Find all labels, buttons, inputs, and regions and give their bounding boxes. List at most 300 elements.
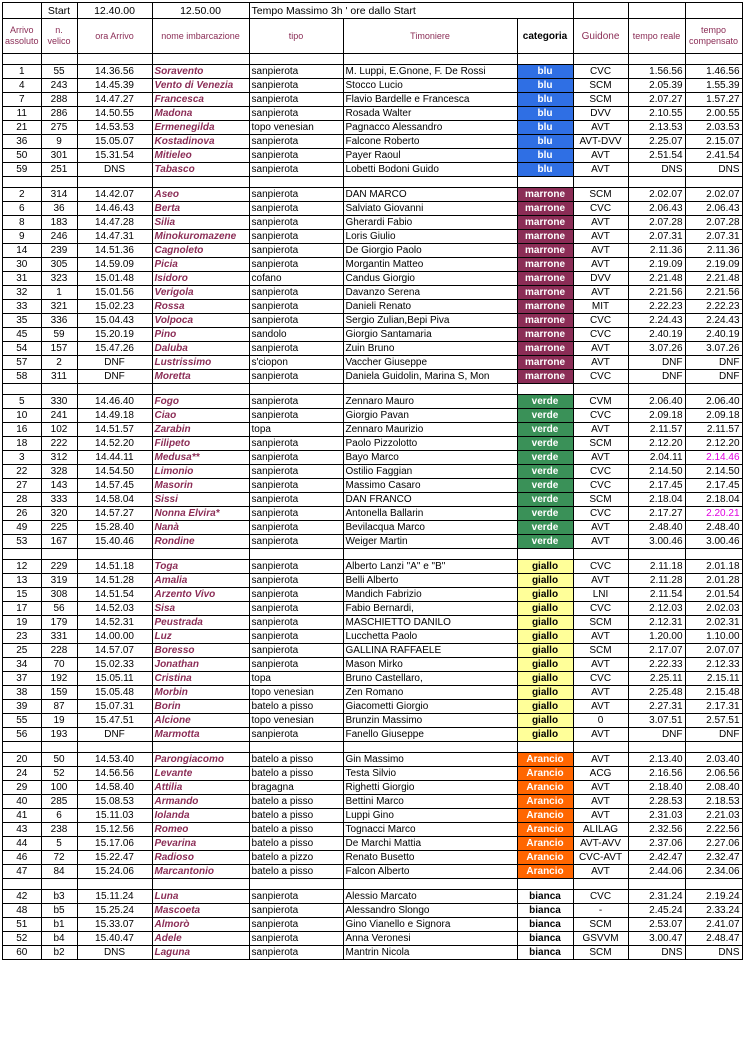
ora-arrivo-cell: 14.58.04 (77, 493, 152, 507)
tempo-reale-cell: 2.06.43 (628, 202, 685, 216)
table-row (3, 932, 743, 946)
header-tipo: tipo (249, 19, 343, 54)
tempo-reale-cell: 2.45.24 (628, 904, 685, 918)
top-row (3, 3, 743, 19)
boat-name-cell: Mitieleo (152, 149, 249, 163)
table-row (3, 574, 743, 588)
ora-arrivo-cell: 14.57.07 (77, 644, 152, 658)
spacer-cell (3, 54, 42, 65)
ora-arrivo-cell: 15.04.43 (77, 314, 152, 328)
velico-cell: b5 (41, 904, 77, 918)
timoniere-cell: Flavio Bardelle e Francesca (343, 93, 517, 107)
tempo-reale-cell: 2.22.23 (628, 300, 685, 314)
category-badge: blu (517, 65, 573, 79)
category-badge: verde (517, 493, 573, 507)
velico-cell: 333 (41, 493, 77, 507)
tempo-compensato-cell: 2.20.21 (685, 507, 742, 521)
tipo-cell: sanpierota (249, 918, 343, 932)
spacer-cell (517, 549, 573, 560)
category-badge: bianca (517, 904, 573, 918)
boat-name-cell: Sissi (152, 493, 249, 507)
spacer-cell (41, 549, 77, 560)
timoniere-cell: Gin Massimo (343, 753, 517, 767)
ora-arrivo-cell: 15.28.40 (77, 521, 152, 535)
boat-name-cell: Iolanda (152, 809, 249, 823)
category-badge: giallo (517, 686, 573, 700)
timoniere-cell: Bruno Castellaro, (343, 672, 517, 686)
table-row (3, 700, 743, 714)
tipo-cell: sanpierota (249, 890, 343, 904)
arrivo-cell: 35 (3, 314, 42, 328)
ora-arrivo-cell: 14.47.27 (77, 93, 152, 107)
tipo-cell: sanpierota (249, 230, 343, 244)
max-time-note: Tempo Massimo 3h ' ore dallo Start (249, 3, 573, 19)
tempo-reale-cell: 2.27.31 (628, 700, 685, 714)
category-badge: marrone (517, 272, 573, 286)
spacer-cell (77, 879, 152, 890)
arrivo-cell: 55 (3, 714, 42, 728)
boat-name-cell: Toga (152, 560, 249, 574)
arrivo-cell: 46 (3, 851, 42, 865)
table-row (3, 107, 743, 121)
spacer-cell (517, 742, 573, 753)
guidone-cell: DVV (573, 107, 628, 121)
spacer-cell (343, 54, 517, 65)
tipo-cell: sanpierota (249, 79, 343, 93)
category-badge: Arancio (517, 837, 573, 851)
arrivo-cell: 54 (3, 342, 42, 356)
tipo-cell: sanpierota (249, 342, 343, 356)
velico-cell: 285 (41, 795, 77, 809)
tipo-cell: sanpierota (249, 521, 343, 535)
arrivo-cell: 41 (3, 809, 42, 823)
timoniere-cell: Alessandro Slongo (343, 904, 517, 918)
table-row (3, 809, 743, 823)
tipo-cell: sanpierota (249, 314, 343, 328)
tipo-cell: batelo a pisso (249, 753, 343, 767)
timoniere-cell: Alberto Lanzi "A" e "B" (343, 560, 517, 574)
velico-cell: 193 (41, 728, 77, 742)
timoniere-cell: M. Luppi, E.Gnone, F. De Rossi (343, 65, 517, 79)
arrivo-cell: 21 (3, 121, 42, 135)
ora-arrivo-cell: 14.56.56 (77, 767, 152, 781)
tempo-reale-cell: 2.02.07 (628, 188, 685, 202)
spacer-cell (3, 879, 42, 890)
ora-arrivo-cell: DNF (77, 356, 152, 370)
arrivo-cell: 37 (3, 672, 42, 686)
category-badge: verde (517, 507, 573, 521)
header-row (3, 19, 743, 54)
tempo-reale-cell: 3.07.51 (628, 714, 685, 728)
guidone-cell: AVT (573, 521, 628, 535)
tipo-cell: sanpierota (249, 107, 343, 121)
table-row (3, 121, 743, 135)
arrivo-cell: 47 (3, 865, 42, 879)
timoniere-cell: Sergio Zulian,Bepi Piva (343, 314, 517, 328)
table-row (3, 135, 743, 149)
table-row (3, 890, 743, 904)
spacer-cell (41, 177, 77, 188)
ora-arrivo-cell: 14.52.03 (77, 602, 152, 616)
boat-name-cell: Romeo (152, 823, 249, 837)
category-badge: Arancio (517, 851, 573, 865)
table-row (3, 535, 743, 549)
table-row (3, 65, 743, 79)
velico-cell: 305 (41, 258, 77, 272)
timoniere-cell: Belli Alberto (343, 574, 517, 588)
boat-name-cell: Tabasco (152, 163, 249, 177)
tipo-cell: sanpierota (249, 479, 343, 493)
tempo-compensato-cell: 2.14.50 (685, 465, 742, 479)
arrivo-cell: 40 (3, 795, 42, 809)
boat-name-cell: Jonathan (152, 658, 249, 672)
boat-name-cell: Sisa (152, 602, 249, 616)
category-badge: verde (517, 451, 573, 465)
tempo-reale-cell: 2.13.40 (628, 753, 685, 767)
ora-arrivo-cell: 15.05.07 (77, 135, 152, 149)
tempo-reale-cell: 2.17.45 (628, 479, 685, 493)
top-blank-cell (3, 3, 42, 19)
ora-arrivo-cell: DNS (77, 163, 152, 177)
tempo-compensato-cell: 1.10.00 (685, 630, 742, 644)
start-label: Start (41, 3, 77, 19)
guidone-cell: LNI (573, 588, 628, 602)
guidone-cell: AVT (573, 700, 628, 714)
tempo-reale-cell: 2.18.40 (628, 781, 685, 795)
tempo-compensato-cell: 1.57.27 (685, 93, 742, 107)
timoniere-cell: De Marchi Mattia (343, 837, 517, 851)
ora-arrivo-cell: 14.42.07 (77, 188, 152, 202)
arrivo-cell: 42 (3, 890, 42, 904)
guidone-cell: CVC (573, 65, 628, 79)
tipo-cell: sanpierota (249, 507, 343, 521)
category-badge: blu (517, 135, 573, 149)
boat-name-cell: Mascoeta (152, 904, 249, 918)
spacer-cell (152, 879, 249, 890)
group-spacer-row (3, 549, 743, 560)
ora-arrivo-cell: 14.46.43 (77, 202, 152, 216)
guidone-cell: AVT (573, 342, 628, 356)
tipo-cell: sanpierota (249, 535, 343, 549)
table-row (3, 479, 743, 493)
spacer-cell (343, 384, 517, 395)
guidone-cell: AVT (573, 244, 628, 258)
tempo-reale-cell: 2.05.39 (628, 79, 685, 93)
tempo-reale-cell: DNS (628, 163, 685, 177)
tempo-reale-cell: 2.11.54 (628, 588, 685, 602)
arrivo-cell: 9 (3, 230, 42, 244)
tempo-compensato-cell: 2.48.40 (685, 521, 742, 535)
guidone-cell: SCM (573, 93, 628, 107)
tempo-compensato-cell: 2.22.23 (685, 300, 742, 314)
timoniere-cell: Weiger Martin (343, 535, 517, 549)
tempo-reale-cell: 2.25.48 (628, 686, 685, 700)
guidone-cell: AVT (573, 356, 628, 370)
guidone-cell: AVT (573, 686, 628, 700)
timoniere-cell: Zennaro Mauro (343, 395, 517, 409)
table-row (3, 823, 743, 837)
guidone-cell: AVT (573, 149, 628, 163)
tempo-compensato-cell: 2.34.06 (685, 865, 742, 879)
tipo-cell: sanpierota (249, 65, 343, 79)
ora-arrivo-cell: 14.59.09 (77, 258, 152, 272)
ora-arrivo-cell: 14.54.50 (77, 465, 152, 479)
timoniere-cell: Payer Raoul (343, 149, 517, 163)
table-row (3, 149, 743, 163)
category-badge: bianca (517, 918, 573, 932)
timoniere-cell: GALLINA RAFFAELE (343, 644, 517, 658)
velico-cell: 241 (41, 409, 77, 423)
timoniere-cell: Candus Giorgio (343, 272, 517, 286)
velico-cell: 328 (41, 465, 77, 479)
tempo-compensato-cell: 2.18.04 (685, 493, 742, 507)
tipo-cell: batelo a pisso (249, 865, 343, 879)
tempo-reale-cell: 3.07.26 (628, 342, 685, 356)
tempo-compensato-cell: 2.21.03 (685, 809, 742, 823)
tipo-cell: sanpierota (249, 437, 343, 451)
guidone-cell: 0 (573, 714, 628, 728)
tipo-cell: sanpierota (249, 644, 343, 658)
spacer-cell (685, 549, 742, 560)
category-badge: Arancio (517, 767, 573, 781)
tipo-cell: batelo a pisso (249, 795, 343, 809)
category-badge: verde (517, 423, 573, 437)
timoniere-cell: Paolo Pizzolotto (343, 437, 517, 451)
tipo-cell: sanpierota (249, 574, 343, 588)
arrivo-cell: 26 (3, 507, 42, 521)
boat-name-cell: Kostadinova (152, 135, 249, 149)
arrivo-cell: 13 (3, 574, 42, 588)
category-badge: Arancio (517, 753, 573, 767)
category-badge: giallo (517, 574, 573, 588)
tempo-compensato-cell: 2.01.28 (685, 574, 742, 588)
tempo-compensato-cell: 2.03.40 (685, 753, 742, 767)
tipo-cell: sanpierota (249, 149, 343, 163)
tipo-cell: bragagna (249, 781, 343, 795)
boat-name-cell: Luz (152, 630, 249, 644)
tempo-compensato-cell: 2.00.55 (685, 107, 742, 121)
tempo-reale-cell: 2.12.31 (628, 616, 685, 630)
arrivo-cell: 44 (3, 837, 42, 851)
category-badge: verde (517, 437, 573, 451)
ora-arrivo-cell: 15.05.11 (77, 672, 152, 686)
timoniere-cell: Loris Giulio (343, 230, 517, 244)
table-row (3, 328, 743, 342)
header-ora-arrivo: ora Arrivo (77, 19, 152, 54)
guidone-cell: AVT (573, 230, 628, 244)
tipo-cell: sanpierota (249, 300, 343, 314)
timoniere-cell: Danieli Renato (343, 300, 517, 314)
table-row (3, 658, 743, 672)
tempo-reale-cell: 2.21.48 (628, 272, 685, 286)
timoniere-cell: Luppi Gino (343, 809, 517, 823)
tempo-compensato-cell: 2.48.47 (685, 932, 742, 946)
boat-name-cell: Filipeto (152, 437, 249, 451)
category-badge: blu (517, 149, 573, 163)
boat-name-cell: Nanà (152, 521, 249, 535)
tempo-reale-cell: 2.18.04 (628, 493, 685, 507)
velico-cell: 246 (41, 230, 77, 244)
tempo-compensato-cell: DNS (685, 163, 742, 177)
spacer-cell (249, 742, 343, 753)
category-badge: blu (517, 163, 573, 177)
table-row (3, 163, 743, 177)
arrivo-cell: 14 (3, 244, 42, 258)
tempo-reale-cell: 2.11.36 (628, 244, 685, 258)
spacer-cell (573, 879, 628, 890)
category-badge: marrone (517, 202, 573, 216)
spacer-cell (573, 177, 628, 188)
arrivo-cell: 27 (3, 479, 42, 493)
ora-arrivo-cell: 15.22.47 (77, 851, 152, 865)
category-badge: verde (517, 521, 573, 535)
velico-cell: b4 (41, 932, 77, 946)
table-row (3, 521, 743, 535)
tempo-reale-cell: 2.07.27 (628, 93, 685, 107)
tipo-cell: topo venesian (249, 686, 343, 700)
spacer-cell (517, 177, 573, 188)
boat-name-cell: Marmotta (152, 728, 249, 742)
velico-cell: 159 (41, 686, 77, 700)
results-table (2, 2, 743, 960)
velico-cell: 286 (41, 107, 77, 121)
spacer-cell (685, 177, 742, 188)
timoniere-cell: Renato Busetto (343, 851, 517, 865)
tipo-cell: sanpierota (249, 465, 343, 479)
tempo-reale-cell: 2.11.18 (628, 560, 685, 574)
timoniere-cell: Mandich Fabrizio (343, 588, 517, 602)
ora-arrivo-cell: 14.46.40 (77, 395, 152, 409)
guidone-cell: SCM (573, 188, 628, 202)
tempo-compensato-cell: DNF (685, 370, 742, 384)
table-row (3, 286, 743, 300)
velico-cell: 312 (41, 451, 77, 465)
spacer-cell (573, 384, 628, 395)
ora-arrivo-cell: 14.53.53 (77, 121, 152, 135)
tempo-compensato-cell: 2.07.31 (685, 230, 742, 244)
tempo-reale-cell: 2.25.07 (628, 135, 685, 149)
velico-cell: 157 (41, 342, 77, 356)
ora-arrivo-cell: 15.47.26 (77, 342, 152, 356)
tipo-cell: sanpierota (249, 560, 343, 574)
ora-arrivo-cell: 15.40.46 (77, 535, 152, 549)
tempo-reale-cell: 2.40.19 (628, 328, 685, 342)
timoniere-cell: Pagnacco Alessandro (343, 121, 517, 135)
category-badge: bianca (517, 890, 573, 904)
tempo-reale-cell: 2.21.56 (628, 286, 685, 300)
boat-name-cell: Zarabin (152, 423, 249, 437)
table-row (3, 216, 743, 230)
spacer-cell (41, 384, 77, 395)
header-timoniere: Timoniere (343, 19, 517, 54)
ora-arrivo-cell: 15.07.31 (77, 700, 152, 714)
velico-cell: 243 (41, 79, 77, 93)
tempo-reale-cell: 2.25.11 (628, 672, 685, 686)
tempo-reale-cell: DNS (628, 946, 685, 960)
tipo-cell: sanpierota (249, 493, 343, 507)
ora-arrivo-cell: 14.51.36 (77, 244, 152, 258)
velico-cell: 228 (41, 644, 77, 658)
guidone-cell: - (573, 904, 628, 918)
velico-cell: 52 (41, 767, 77, 781)
table-row (3, 370, 743, 384)
tempo-compensato-cell: 2.07.28 (685, 216, 742, 230)
category-badge: verde (517, 479, 573, 493)
category-badge: bianca (517, 932, 573, 946)
arrivo-cell: 3 (3, 451, 42, 465)
boat-name-cell: Aseo (152, 188, 249, 202)
category-badge: verde (517, 465, 573, 479)
spacer-cell (152, 742, 249, 753)
category-badge: Arancio (517, 781, 573, 795)
timoniere-cell: Falcon Alberto (343, 865, 517, 879)
velico-cell: 36 (41, 202, 77, 216)
tipo-cell: sanpierota (249, 409, 343, 423)
spacer-cell (249, 549, 343, 560)
arrivo-cell: 8 (3, 216, 42, 230)
boat-name-cell: Radioso (152, 851, 249, 865)
velico-cell: 6 (41, 809, 77, 823)
spacer-cell (628, 384, 685, 395)
timoniere-cell: Gherardi Fabio (343, 216, 517, 230)
spacer-cell (77, 54, 152, 65)
tempo-compensato-cell: 2.14.46 (685, 451, 742, 465)
category-badge: verde (517, 395, 573, 409)
arrivo-cell: 18 (3, 437, 42, 451)
arrivo-cell: 1 (3, 65, 42, 79)
spacer-cell (343, 879, 517, 890)
velico-cell: 288 (41, 93, 77, 107)
boat-name-cell: Cristina (152, 672, 249, 686)
table-row (3, 93, 743, 107)
velico-cell: 225 (41, 521, 77, 535)
boat-name-cell: Marcantonio (152, 865, 249, 879)
boat-name-cell: Arzento Vivo (152, 588, 249, 602)
tipo-cell: sanpierota (249, 451, 343, 465)
boat-name-cell: Levante (152, 767, 249, 781)
guidone-cell: DVV (573, 272, 628, 286)
table-row (3, 630, 743, 644)
category-badge: giallo (517, 630, 573, 644)
category-badge: marrone (517, 258, 573, 272)
tipo-cell: topo venesian (249, 714, 343, 728)
boat-name-cell: Verigola (152, 286, 249, 300)
timoniere-cell: Antonella Ballarin (343, 507, 517, 521)
guidone-cell: CVC (573, 409, 628, 423)
guidone-cell: AVT (573, 286, 628, 300)
ora-arrivo-cell: 15.05.48 (77, 686, 152, 700)
boat-name-cell: Laguna (152, 946, 249, 960)
spacer-cell (685, 879, 742, 890)
tempo-reale-cell: 2.07.28 (628, 216, 685, 230)
arrivo-cell: 53 (3, 535, 42, 549)
timoniere-cell: Tognacci Marco (343, 823, 517, 837)
tipo-cell: sanpierota (249, 135, 343, 149)
table-row (3, 837, 743, 851)
spacer-cell (517, 54, 573, 65)
tempo-compensato-cell: DNS (685, 946, 742, 960)
table-row (3, 507, 743, 521)
ora-arrivo-cell: 14.50.55 (77, 107, 152, 121)
boat-name-cell: Boresso (152, 644, 249, 658)
arrivo-cell: 48 (3, 904, 42, 918)
tipo-cell: sandolo (249, 328, 343, 342)
arrivo-cell: 32 (3, 286, 42, 300)
header-guidone: Guidone (573, 19, 628, 54)
guidone-cell: AVT (573, 809, 628, 823)
category-badge: Arancio (517, 823, 573, 837)
tempo-compensato-cell: 2.57.51 (685, 714, 742, 728)
